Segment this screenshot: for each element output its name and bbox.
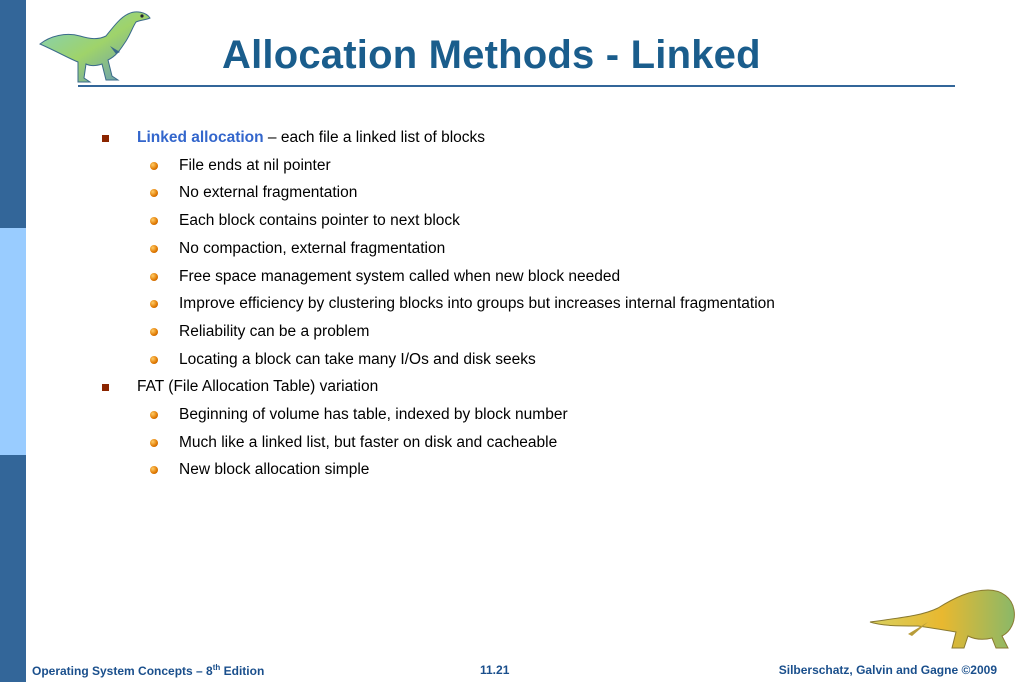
bullet-text: Each block contains pointer to next block [179,212,460,230]
sidebar-band-middle [0,228,26,455]
round-bullet-icon [150,245,158,253]
bullet-text: Free space management system called when new block needed [179,267,621,285]
round-bullet-icon [150,189,158,197]
round-bullet-icon [150,439,158,447]
round-bullet-icon [150,328,158,336]
bullet-text: New block allocation simple [179,461,370,479]
footer-copyright: Silberschatz, Galvin and Gagne ©2009 [778,663,997,677]
round-bullet-icon [150,411,158,419]
sub-bullet-item [179,239,445,259]
bullet-text: Reliability can be a problem [179,322,370,340]
sub-bullet-item [179,294,775,314]
sub-bullet-item [179,183,357,203]
bullet-text: File ends at nil pointer [179,156,331,174]
round-bullet-icon [150,300,158,308]
sub-bullet-item [179,350,536,370]
dinosaur-logo-bottom-icon [868,582,1018,652]
bullet-item [137,128,485,148]
sub-bullet-item [179,211,460,231]
round-bullet-icon [150,217,158,225]
sidebar-band-top [0,0,26,228]
sub-bullet-item [179,322,369,342]
bullet-text: No compaction, external fragmentation [179,239,446,257]
bullet-text: – each file a linked list of blocks [263,129,486,146]
bullet-text: FAT (File Allocation Table) variation [137,378,379,396]
sub-bullet-item [179,405,568,425]
bullet-text: Improve efficiency by clustering blocks into groups but increases internal fragmentation [179,295,775,313]
round-bullet-icon [150,162,158,170]
sub-bullet-item [179,460,369,480]
bullet-text: Much like a linked list, but faster on disk and cacheable [179,433,558,451]
square-bullet-icon [102,135,109,142]
sub-bullet-item [179,156,331,176]
page-title: Allocation Methods - Linked [222,33,761,77]
sub-bullet-item [179,433,557,453]
round-bullet-icon [150,273,158,281]
dinosaur-logo-icon [36,6,156,86]
round-bullet-icon [150,466,158,474]
title-underline [78,85,955,87]
highlight-term: Linked allocation [137,129,264,146]
sidebar-band-bottom [0,455,26,682]
bullet-text: Locating a block can take many I/Os and disk seeks [179,350,536,368]
bullet-text: Beginning of volume has table, indexed by block number [179,406,568,423]
footer-page-number: 11.21 [480,663,510,677]
round-bullet-icon [150,356,158,364]
bullet-text: No external fragmentation [179,184,358,202]
square-bullet-icon [102,384,109,391]
sub-bullet-item [179,267,620,287]
bullet-item [137,377,378,397]
footer-book-title: Operating System Concepts – 8th Edition [32,663,265,678]
